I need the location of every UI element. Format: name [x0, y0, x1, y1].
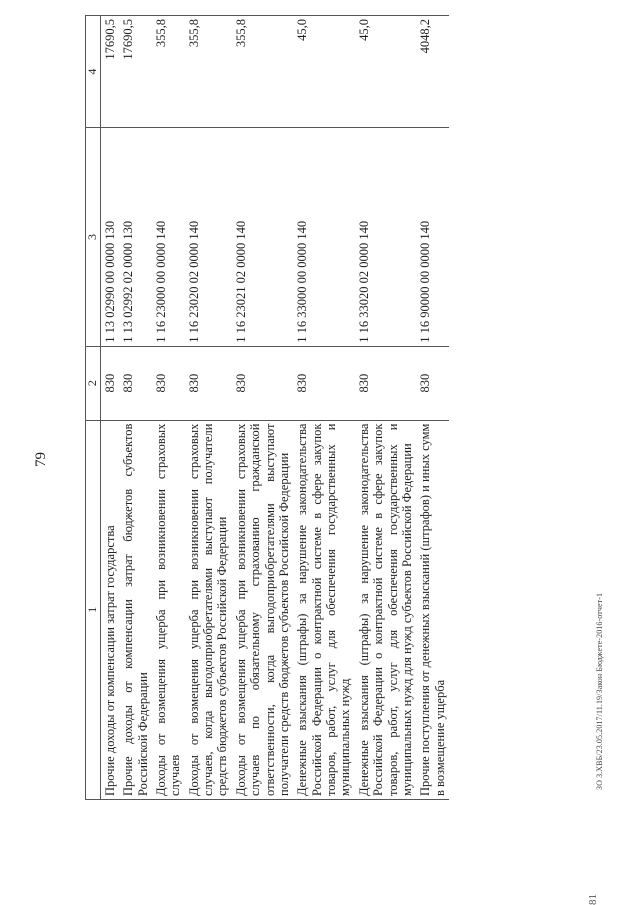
row-admin-code: 830 [152, 346, 185, 420]
footer-file-path: ЗО З.ХВБ/23.05.2017/11.19/Закон Бюджете-2016-отчет-1 [595, 592, 604, 790]
table-row [355, 16, 417, 800]
table-row [119, 16, 152, 800]
header-row [86, 16, 101, 800]
row-budget-code: 1 16 33020 02 0000 140 [355, 128, 417, 347]
header-col-2: 2 [86, 346, 101, 420]
row-description: Прочие доходы от компенсации затрат бюджетов субъектов Российской Федерации [119, 420, 152, 799]
row-description: Денежные взыскания (штрафы) за нарушение законодательства Российской Федерации о контрактной системе в сфере закупок товаров, работ, услуг для обеспечения государственных и муниципальных нужд для нужд субъектов Российской Федерации [355, 420, 417, 799]
header-col-4: 4 [86, 16, 101, 128]
row-amount: 45,0 [355, 16, 417, 128]
row-description: Доходы от возмещения ущерба при возникновении страховых случаев, когда выгодоприобретателями выступают получатели средств бюджетов субъектов Российской Федерации [185, 420, 232, 799]
table-row [152, 16, 185, 800]
table-row [185, 16, 232, 800]
row-budget-code: 1 16 90000 00 0000 140 [416, 128, 449, 347]
row-admin-code: 830 [355, 346, 417, 420]
row-budget-code: 1 13 02990 00 0000 130 [100, 128, 119, 347]
row-budget-code: 1 16 23020 02 0000 140 [185, 128, 232, 347]
row-budget-code: 1 16 23021 02 0000 140 [232, 128, 294, 347]
row-amount: 355,8 [185, 16, 232, 128]
row-admin-code: 830 [293, 346, 355, 420]
row-budget-code: 1 16 23000 00 0000 140 [152, 128, 185, 347]
page-number: 79 [33, 452, 49, 467]
row-budget-code: 1 16 33000 00 0000 140 [293, 128, 355, 347]
row-admin-code: 830 [100, 346, 119, 420]
row-description: Денежные взыскания (штрафы) за нарушение законодательства Российской Федерации о контрактной системе в сфере закупок товаров, работ, услуг для обеспечения государственных и муниципальных нужд [293, 420, 355, 799]
row-admin-code: 830 [232, 346, 294, 420]
row-amount: 45,0 [293, 16, 355, 128]
row-description: Доходы от возмещения ущерба при возникновении страховых случаев по обязательному страхованию гражданской ответственности, когда выгодоприобретателями выступают получатели средств бюджетов субъектов Российской Федерации [232, 420, 294, 799]
table-row [100, 16, 119, 800]
table-header [86, 16, 101, 800]
row-budget-code: 1 13 02992 02 0000 130 [119, 128, 152, 347]
row-amount: 355,8 [232, 16, 294, 128]
row-description: Прочие поступления от денежных взысканий (штрафов) и иных сумм в возмещение ущерба [416, 420, 449, 799]
table-body [100, 16, 449, 800]
row-admin-code: 830 [185, 346, 232, 420]
row-amount: 17690,5 [100, 16, 119, 128]
row-amount: 355,8 [152, 16, 185, 128]
revenue-table [85, 15, 449, 800]
table-row [416, 16, 449, 800]
table-row [293, 16, 355, 800]
header-col-3: 3 [86, 128, 101, 347]
row-description: Прочие доходы от компенсации затрат государства [100, 420, 119, 799]
header-col-1: 1 [86, 420, 101, 799]
row-admin-code: 830 [416, 346, 449, 420]
table-row [232, 16, 294, 800]
row-amount: 17690,5 [119, 16, 152, 128]
row-description: Доходы от возмещения ущерба при возникновении страховых случаев [152, 420, 185, 799]
row-admin-code: 830 [119, 346, 152, 420]
row-amount: 4048,2 [416, 16, 449, 128]
corner-page-mark: 81 [587, 894, 599, 905]
